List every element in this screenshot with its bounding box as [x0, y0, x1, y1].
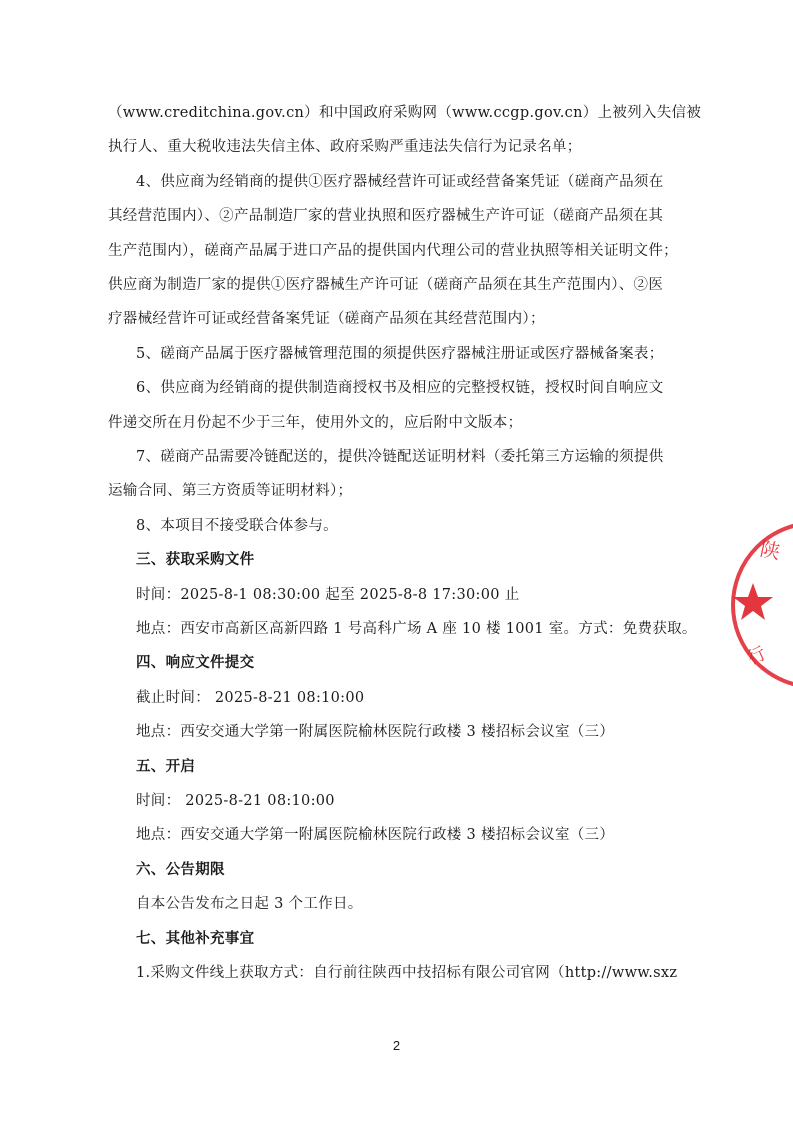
text-line: 时间：2025-8-1 08:30:00 起至 2025-8-8 17:30:00 止 [136, 586, 520, 603]
text-line: 供应商为制造厂家的提供①医疗器械生产许可证（磋商产品须在其生产范围内）、②医 [108, 277, 664, 293]
text-line: 8、本项目不接受联合体参与。 [136, 517, 338, 534]
text-line: 自本公告发布之日起 3 个工作日。 [136, 896, 363, 913]
section-heading: 七、其他补充事宜 [136, 929, 255, 947]
text-line: 其经营范围内）、②产品制造厂家的营业执照和医疗器械生产许可证（磋商产品须在其 [108, 208, 664, 225]
text-line: 地点：西安交通大学第一附属医院榆林医院行政楼 3 楼招标会议室（三） [136, 724, 615, 741]
text-line: 地点：西安市高新区高新四路 1 号高科广场 A 座 10 楼 1001 室。方式：免费获取。 [136, 621, 697, 637]
text-line: 执行人、重大税收违法失信主体、政府采购严重违法失信行为记录名单； [108, 139, 582, 156]
text-line: （www.creditchina.gov.cn）和中国政府采购网（www.ccgp.gov.cn）上被列入失信被 [108, 105, 702, 121]
text-line: 6、供应商为经销商的提供制造商授权书及相应的完整授权链，授权时间自响应文 [136, 380, 664, 397]
page-number: 2 [392, 1038, 401, 1053]
section-heading: 五、开启 [136, 757, 196, 775]
section-heading: 六、公告期限 [136, 860, 225, 878]
section-heading: 三、获取采购文件 [136, 551, 255, 569]
text-line: 生产范围内），磋商产品属于进口产品的提供国内代理公司的营业执照等相关证明文件； [108, 242, 678, 259]
text-line: 件递交所在月份起不少于三年，使用外文的，应后附中文版本； [108, 414, 523, 431]
official-seal-stamp [715, 515, 793, 695]
text-line: 截止时间： 2025-8-21 08:10:00 [136, 689, 365, 706]
text-line: 1.采购文件线上获取方式：自行前往陕西中技招标有限公司官网（http://www.sxz [136, 965, 678, 981]
section-heading: 四、响应文件提交 [136, 654, 255, 672]
svg-text:陕: 陕 [757, 536, 783, 565]
text-line: 7、磋商产品需要冷链配送的，提供冷链配送证明材料（委托第三方运输的须提供 [136, 449, 664, 465]
text-line: 地点：西安交通大学第一附属医院榆林医院行政楼 3 楼招标会议室（三） [136, 827, 615, 844]
text-line: 5、磋商产品属于医疗器械管理范围的须提供医疗器械注册证或医疗器械备案表； [136, 345, 664, 362]
svg-text:行: 行 [744, 642, 770, 670]
text-line: 时间： 2025-8-21 08:10:00 [136, 793, 335, 809]
text-line: 4、供应商为经销商的提供①医疗器械经营许可证或经营备案凭证（磋商产品须在 [136, 173, 664, 190]
text-line: 运输合同、第三方资质等证明材料）； [108, 483, 353, 500]
text-line: 疗器械经营许可证或经营备案凭证（磋商产品须在其经营范围内）； [108, 311, 545, 328]
